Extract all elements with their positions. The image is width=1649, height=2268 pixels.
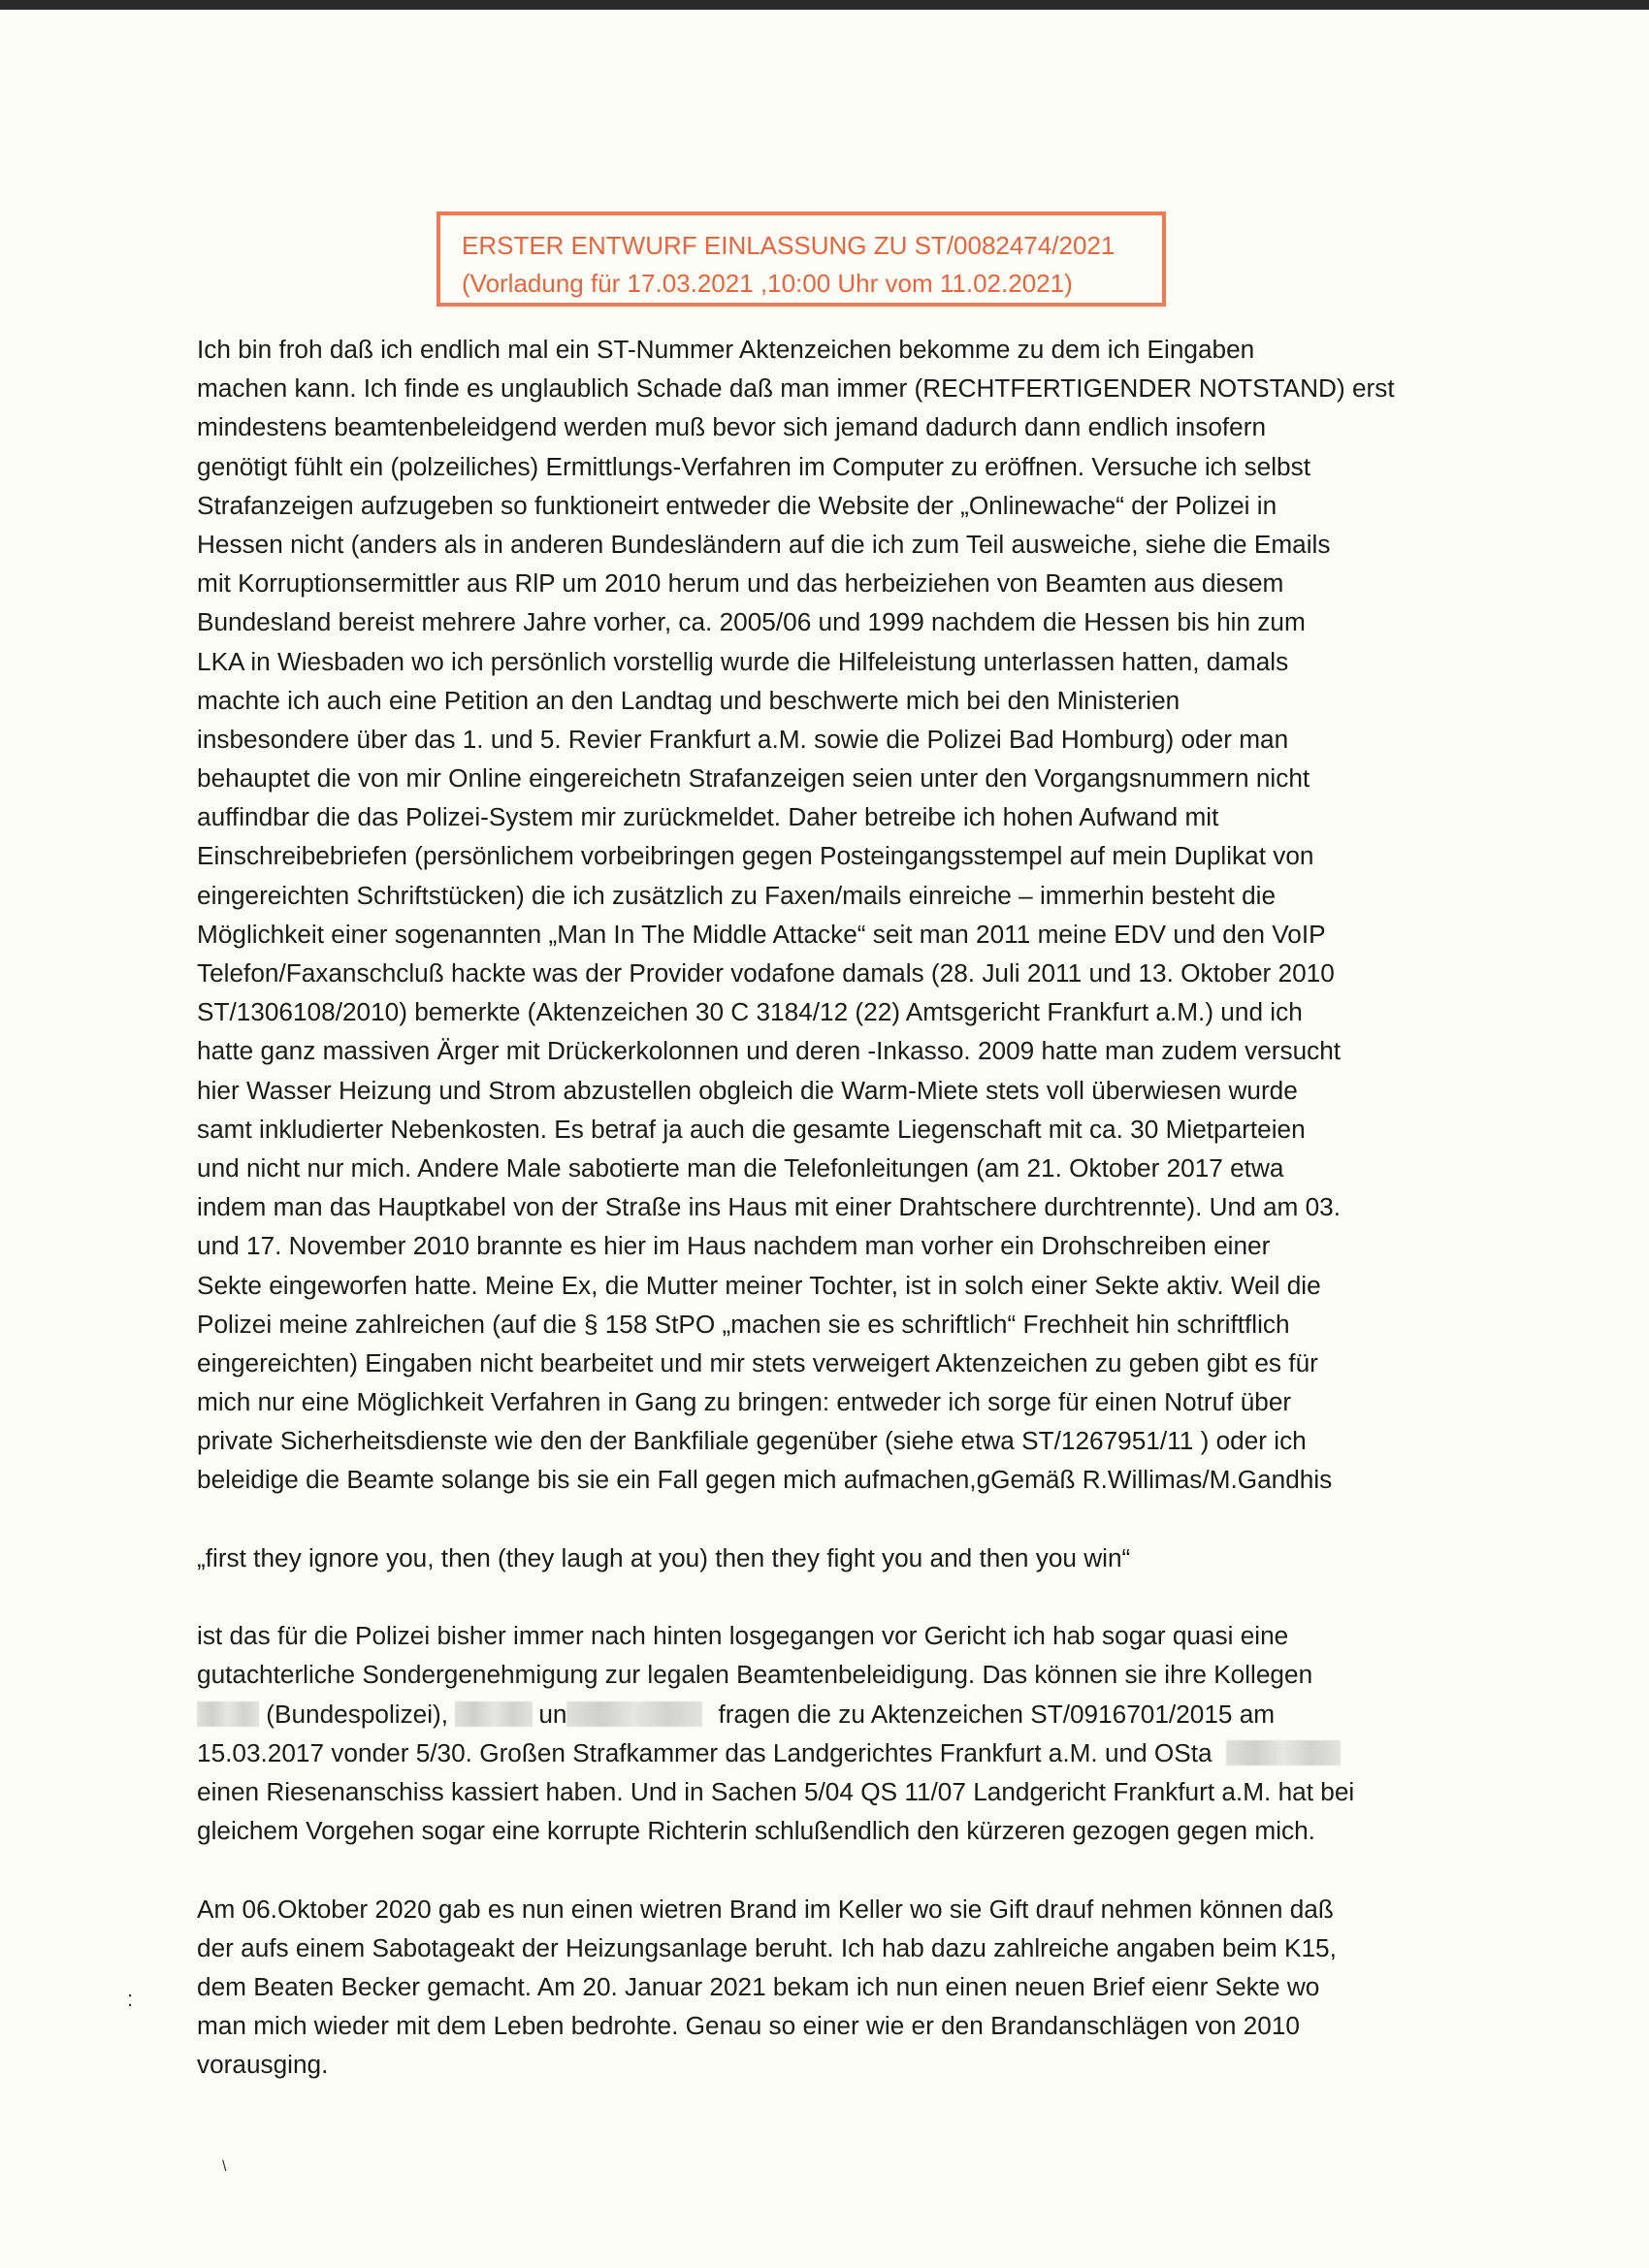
paragraph-3 xyxy=(197,1890,1448,2085)
text-line: und 17. November 2010 brannte es hier im Haus nachdem man vorher ein Drohschreiben einer xyxy=(197,1231,1271,1261)
text-line: eingereichten) Eingaben nicht bearbeitet und mir stets verweigert Aktenzeichen zu geben gibt es für xyxy=(197,1347,1318,1377)
text-segment: 15.03.2017 vonder 5/30. Großen Strafkammer das Landgerichtes Frankfurt a.M. und OSta xyxy=(197,1737,1212,1767)
paragraph-spacer xyxy=(197,1500,1448,1539)
text-line: Möglichkeit einer sogenannten „Man In The Middle Attacke“ seit man 2011 meine EDV und den VoIP xyxy=(197,919,1326,949)
text-line-with-redactions xyxy=(197,1695,1448,1733)
text-line: machte ich auch eine Petition an den Landtag und beschwerte mich bei den Ministerien xyxy=(197,685,1180,715)
text-segment: (Bundespolizei), xyxy=(266,1699,449,1729)
text-line: mindestens beamtenbeleidgend werden muß bevor sich jemand dadurch dann endlich insofern xyxy=(197,412,1267,442)
redacted-name xyxy=(566,1701,702,1727)
letter-body xyxy=(197,330,1448,2084)
draft-title-box xyxy=(436,211,1166,307)
paragraph-1 xyxy=(197,330,1448,1500)
quote-line: „first they ignore you, then (they laugh at you) then they fight you and then you win“ xyxy=(197,1542,1131,1572)
text-line: Telefon/Faxanschcluß hackte was der Provider vodafone damals (28. Juli 2011 und 13. Oktober 2010 xyxy=(197,958,1335,988)
text-line: hier Wasser Heizung und Strom abzustellen obgleich die Warm-Miete stets voll überwiesen wurde xyxy=(197,1075,1298,1105)
text-line: ST/1306108/2010) bemerkte (Aktenzeichen 30 C 3184/12 (22) Amtsgericht Frankfurt a.M.) und ich xyxy=(197,997,1303,1027)
text-line: behauptet die von mir Online eingereichetn Strafanzeigen seien unter den Vorgangsnummern nicht xyxy=(197,763,1310,794)
text-line: indem man das Hauptkabel von der Straße ins Haus mit einer Drahtschere durchtrennte). Und am 03. xyxy=(197,1192,1342,1222)
draft-title: ERSTER ENTWURF EINLASSUNG ZU ST/0082474/2021 xyxy=(462,231,1116,260)
text-line: auffindbar die das Polizei-System mir zurückmeldet. Daher betreibe ich hohen Aufwand mit xyxy=(197,802,1219,832)
text-line: Hessen nicht (anders als in anderen Bundesländern auf die ich zum Teil ausweiche, siehe die Emails xyxy=(197,529,1331,559)
redacted-name xyxy=(455,1701,533,1727)
text-line: private Sicherheitsdienste wie den der Bankfiliale gegenüber (siehe etwa ST/1267951/11 ) oder ich xyxy=(197,1426,1307,1456)
text-line: eingereichten Schriftstücken) die ich zusätzlich zu Faxen/mails einreiche – immerhin besteht die xyxy=(197,880,1277,910)
margin-tick-mark: \ xyxy=(222,2158,227,2175)
text-line: ist das für die Polizei bisher immer nach hinten losgegangen vor Gericht ich hab sogar quasi eine xyxy=(197,1621,1289,1651)
text-line: dem Beaten Becker gemacht. Am 20. Januar 2021 bekam ich nun einen neuen Brief eienr Sekte wo xyxy=(197,1971,1320,2001)
text-line: man mich wieder mit dem Leben bedrohte. Genau so einer wie er den Brandanschlägen von 2010 xyxy=(197,2011,1300,2041)
text-line: LKA in Wiesbaden wo ich persönlich vorstellig wurde die Hilfeleistung unterlassen hatten, damals xyxy=(197,646,1289,676)
text-line: samt inkludierter Nebenkosten. Es betraf ja auch die gesamte Liegenschaft mit ca. 30 Mietparteien xyxy=(197,1114,1306,1144)
text-segment: un xyxy=(538,1699,567,1729)
paragraph-spacer xyxy=(197,1577,1448,1616)
summons-date-note: (Vorladung für 17.03.2021 ,10:00 Uhr vom 11.02.2021) xyxy=(462,269,1073,298)
text-line: Bundesland bereist mehrere Jahre vorher, ca. 2005/06 und 1999 nachdem die Hessen bis hin zum xyxy=(197,607,1306,637)
text-line: hatte ganz massiven Ärger mit Drückerkolonnen und deren -Inkasso. 2009 hatte man zudem versucht xyxy=(197,1036,1342,1066)
text-line: gutachterliche Sondergenehmigung zur legalen Beamtenbeleidigung. Das können sie ihre Kollegen xyxy=(197,1660,1313,1690)
text-segment: fragen die zu Aktenzeichen ST/0916701/2015 am xyxy=(718,1699,1276,1729)
text-line: insbesondere über das 1. und 5. Revier Frankfurt a.M. sowie die Polizei Bad Homburg) oder man xyxy=(197,724,1289,754)
redacted-name xyxy=(197,1701,259,1727)
text-line: gleichem Vorgehen sogar eine korrupte Richterin schlußendlich den kürzeren gezogen gegen mich. xyxy=(197,1816,1315,1846)
text-line: mich nur eine Möglichkeit Verfahren in Gang zu bringen: entweder ich sorge für einen Notruf über xyxy=(197,1387,1292,1417)
text-line: und nicht nur mich. Andere Male sabotierte man die Telefonleitungen (am 21. Oktober 2017 etwa xyxy=(197,1152,1284,1183)
text-line-with-redaction xyxy=(197,1733,1448,1772)
text-line: Polizei meine zahlreichen (auf die § 158 StPO „machen sie es schriftlich“ Frechheit hin schriftflich xyxy=(197,1309,1290,1339)
text-line: mit Korruptionsermittler aus RlP um 2010 herum und das herbeiziehen von Beamten aus diesem xyxy=(197,568,1284,599)
text-line: der aufs einem Sabotageakt der Heizungsanlage beruht. Ich hab dazu zahlreiche angaben beim K15, xyxy=(197,1932,1337,1962)
text-line: Ich bin froh daß ich endlich mal ein ST-Nummer Aktenzeichen bekomme zu dem ich Eingaben xyxy=(197,335,1255,364)
text-line: Am 06.Oktober 2020 gab es nun einen wietren Brand im Keller wo sie Gift drauf nehmen können daß xyxy=(197,1894,1334,1924)
text-line: beleidige die Beamte solange bis sie ein Fall gegen mich aufmachen,gGemäß R.Willimas/M.Gandhis xyxy=(197,1465,1333,1495)
top-edge-rule xyxy=(0,0,1649,10)
paragraph-spacer xyxy=(197,1850,1448,1889)
text-line: Einschreibebriefen (persönlichem vorbeibringen gegen Posteingangsstempel auf mein Duplikat von xyxy=(197,841,1314,871)
text-line: einen Riesenanschiss kassiert haben. Und in Sachen 5/04 QS 11/07 Landgericht Frankfurt a.M. hat bei xyxy=(197,1776,1355,1806)
text-line: machen kann. Ich finde es unglaublich Schade daß man immer (RECHTFERTIGENDER NOTSTAND) erst xyxy=(197,373,1395,404)
text-line: genötigt fühlt ein (polzeiliches) Ermittlungs-Verfahren im Computer zu eröffnen. Versuche ich selbst xyxy=(197,451,1310,481)
margin-colon-mark: : xyxy=(127,1987,134,2011)
text-line: Sekte eingeworfen hatte. Meine Ex, die Mutter meiner Tochter, ist in solch einer Sekte aktiv. Weil die xyxy=(197,1270,1321,1300)
text-line: vorausging. xyxy=(197,2050,329,2080)
text-line: Strafanzeigen aufzugeben so funktioneirt entweder die Website der „Onlinewache“ der Polizei in xyxy=(197,490,1277,520)
redacted-name xyxy=(1226,1740,1341,1766)
paragraph-2 xyxy=(197,1616,1448,1850)
